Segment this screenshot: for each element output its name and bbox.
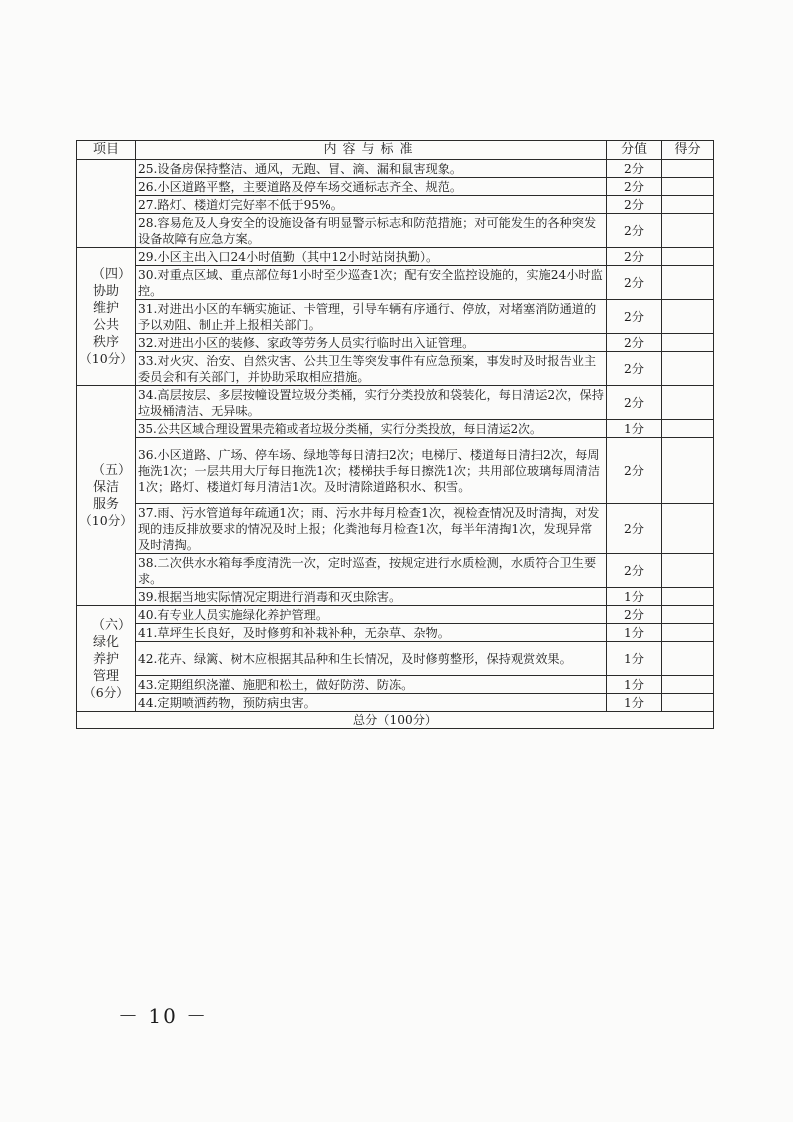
row-score: 2分 [607,214,662,248]
row-earned [662,504,714,554]
category-cell [77,248,136,386]
row-content: 43.定期组织浇灌、施肥和松土，做好防涝、防冻。 [136,676,607,694]
table-row [77,352,714,386]
header-earned: 得分 [662,141,714,160]
table-row [77,554,714,588]
row-score: 2分 [607,554,662,588]
row-score: 2分 [607,352,662,386]
row-earned [662,438,714,504]
row-earned [662,554,714,588]
row-earned [662,178,714,196]
table-row [77,300,714,334]
row-content: 32.对进出小区的装修、家政等劳务人员实行临时出入证管理。 [136,334,607,352]
category-cell [77,606,136,712]
row-earned [662,300,714,334]
row-score: 1分 [607,642,662,676]
table-row [77,420,714,438]
row-content: 26.小区道路平整，主要道路及停车场交通标志齐全、规范。 [136,178,607,196]
row-content: 31.对进出小区的车辆实施证、卡管理，引导车辆有序通行、停放，对堵塞消防通道的予以劝阻、制止并上报相关部门。 [136,300,607,334]
header-content: 内容与标准 [136,141,607,160]
row-score: 2分 [607,438,662,504]
table-row [77,178,714,196]
row-earned [662,642,714,676]
row-content: 27.路灯、楼道灯完好率不低于95%。 [136,196,607,214]
row-earned [662,214,714,248]
scoring-standards-table [76,140,714,729]
table-row [77,266,714,300]
row-score: 2分 [607,334,662,352]
table-row [77,606,714,624]
row-score: 1分 [607,420,662,438]
table-row [77,642,714,676]
row-content: 38.二次供水水箱每季度清洗一次，定时巡查，按规定进行水质检测，水质符合卫生要求。 [136,554,607,588]
row-content: 25.设备房保持整洁、通风，无跑、冒、滴、漏和鼠害现象。 [136,160,607,178]
row-score: 2分 [607,196,662,214]
row-content: 42.花卉、绿篱、树木应根据其品种和生长情况，及时修剪整形，保持观赏效果。 [136,642,607,676]
row-content: 33.对火灾、治安、自然灾害、公共卫生等突发事件有应急预案，事发时及时报告业主委员会和有关部门，并协助采取相应措施。 [136,352,607,386]
table-row [77,386,714,420]
category-score: （6分） [83,684,129,700]
row-earned [662,588,714,606]
row-earned [662,420,714,438]
row-content: 40.有专业人员实施绿化养护管理。 [136,606,607,624]
table-row [77,588,714,606]
row-content: 28.容易危及人身安全的设施设备有明显警示标志和防范措施；对可能发生的各种突发设备故障有应急方案。 [136,214,607,248]
table-row [77,438,714,504]
row-content: 30.对重点区域、重点部位每1小时至少巡查1次；配有安全监控设施的，实施24小时监控。 [136,266,607,300]
header-item: 项目 [77,141,136,160]
category-score: （10分） [79,351,133,366]
row-score: 2分 [607,160,662,178]
row-earned [662,160,714,178]
table-row [77,248,714,266]
row-score: 2分 [607,386,662,420]
category-label: （四）协助维护公共秩序 [92,267,132,350]
row-score: 2分 [607,266,662,300]
row-earned [662,352,714,386]
row-earned [662,196,714,214]
row-earned [662,248,714,266]
table-row [77,196,714,214]
table-row [77,214,714,248]
header-score: 分值 [607,141,662,160]
table-header-row [77,141,714,160]
row-content: 44.定期喷洒药物，预防病虫害。 [136,694,607,712]
row-score: 1分 [607,694,662,712]
row-score: 2分 [607,504,662,554]
row-content: 37.雨、污水管道每年疏通1次；雨、污水井每月检查1次，视检查情况及时清掏，对发现的违反排放要求的情况及时上报；化粪池每月检查1次，每半年清掏1次，发现异常及时清掏。 [136,504,607,554]
total-row [77,712,714,729]
row-score: 2分 [607,178,662,196]
row-content: 36.小区道路、广场、停车场、绿地等每日清扫2次；电梯厅、楼道每日清扫2次，每周拖洗1次；一层共用大厅每日拖洗1次；楼梯扶手每日擦洗1次；共用部位玻璃每周清洁1次；路灯、楼道灯每月清洁1次。及时清除道路积水、积雪。 [136,438,607,504]
row-score: 1分 [607,624,662,642]
row-earned [662,676,714,694]
row-earned [662,266,714,300]
table-row [77,694,714,712]
row-earned [662,386,714,420]
row-content: 34.高层按层、多层按幢设置垃圾分类桶，实行分类投放和袋装化，每日清运2次，保持垃圾桶清洁、无异味。 [136,386,607,420]
row-earned [662,624,714,642]
table-row [77,334,714,352]
row-earned [662,334,714,352]
category-score: （10分） [79,513,133,528]
category-label: （六）绿化养护管理 [92,617,132,684]
table-row [77,624,714,642]
category-cell [77,386,136,606]
row-score: 2分 [607,300,662,334]
row-score: 2分 [607,248,662,266]
row-earned [662,694,714,712]
row-content: 39.根据当地实际情况定期进行消毒和灭虫除害。 [136,588,607,606]
row-score: 1分 [607,676,662,694]
table-row [77,676,714,694]
table-row [77,504,714,554]
category-continued [77,160,136,248]
category-label: （五）保洁服务 [92,463,132,512]
row-earned [662,606,714,624]
row-content: 29.小区主出入口24小时值勤（其中12小时站岗执勤）。 [136,248,607,266]
page-number: － 10 － [118,1004,209,1028]
row-content: 35.公共区域合理设置果壳箱或者垃圾分类桶，实行分类投放，每日清运2次。 [136,420,607,438]
row-score: 2分 [607,606,662,624]
total-score-label: 总分（100分） [77,712,714,729]
row-content: 41.草坪生长良好，及时修剪和补栽补种，无杂草、杂物。 [136,624,607,642]
table-row [77,160,714,178]
row-score: 1分 [607,588,662,606]
